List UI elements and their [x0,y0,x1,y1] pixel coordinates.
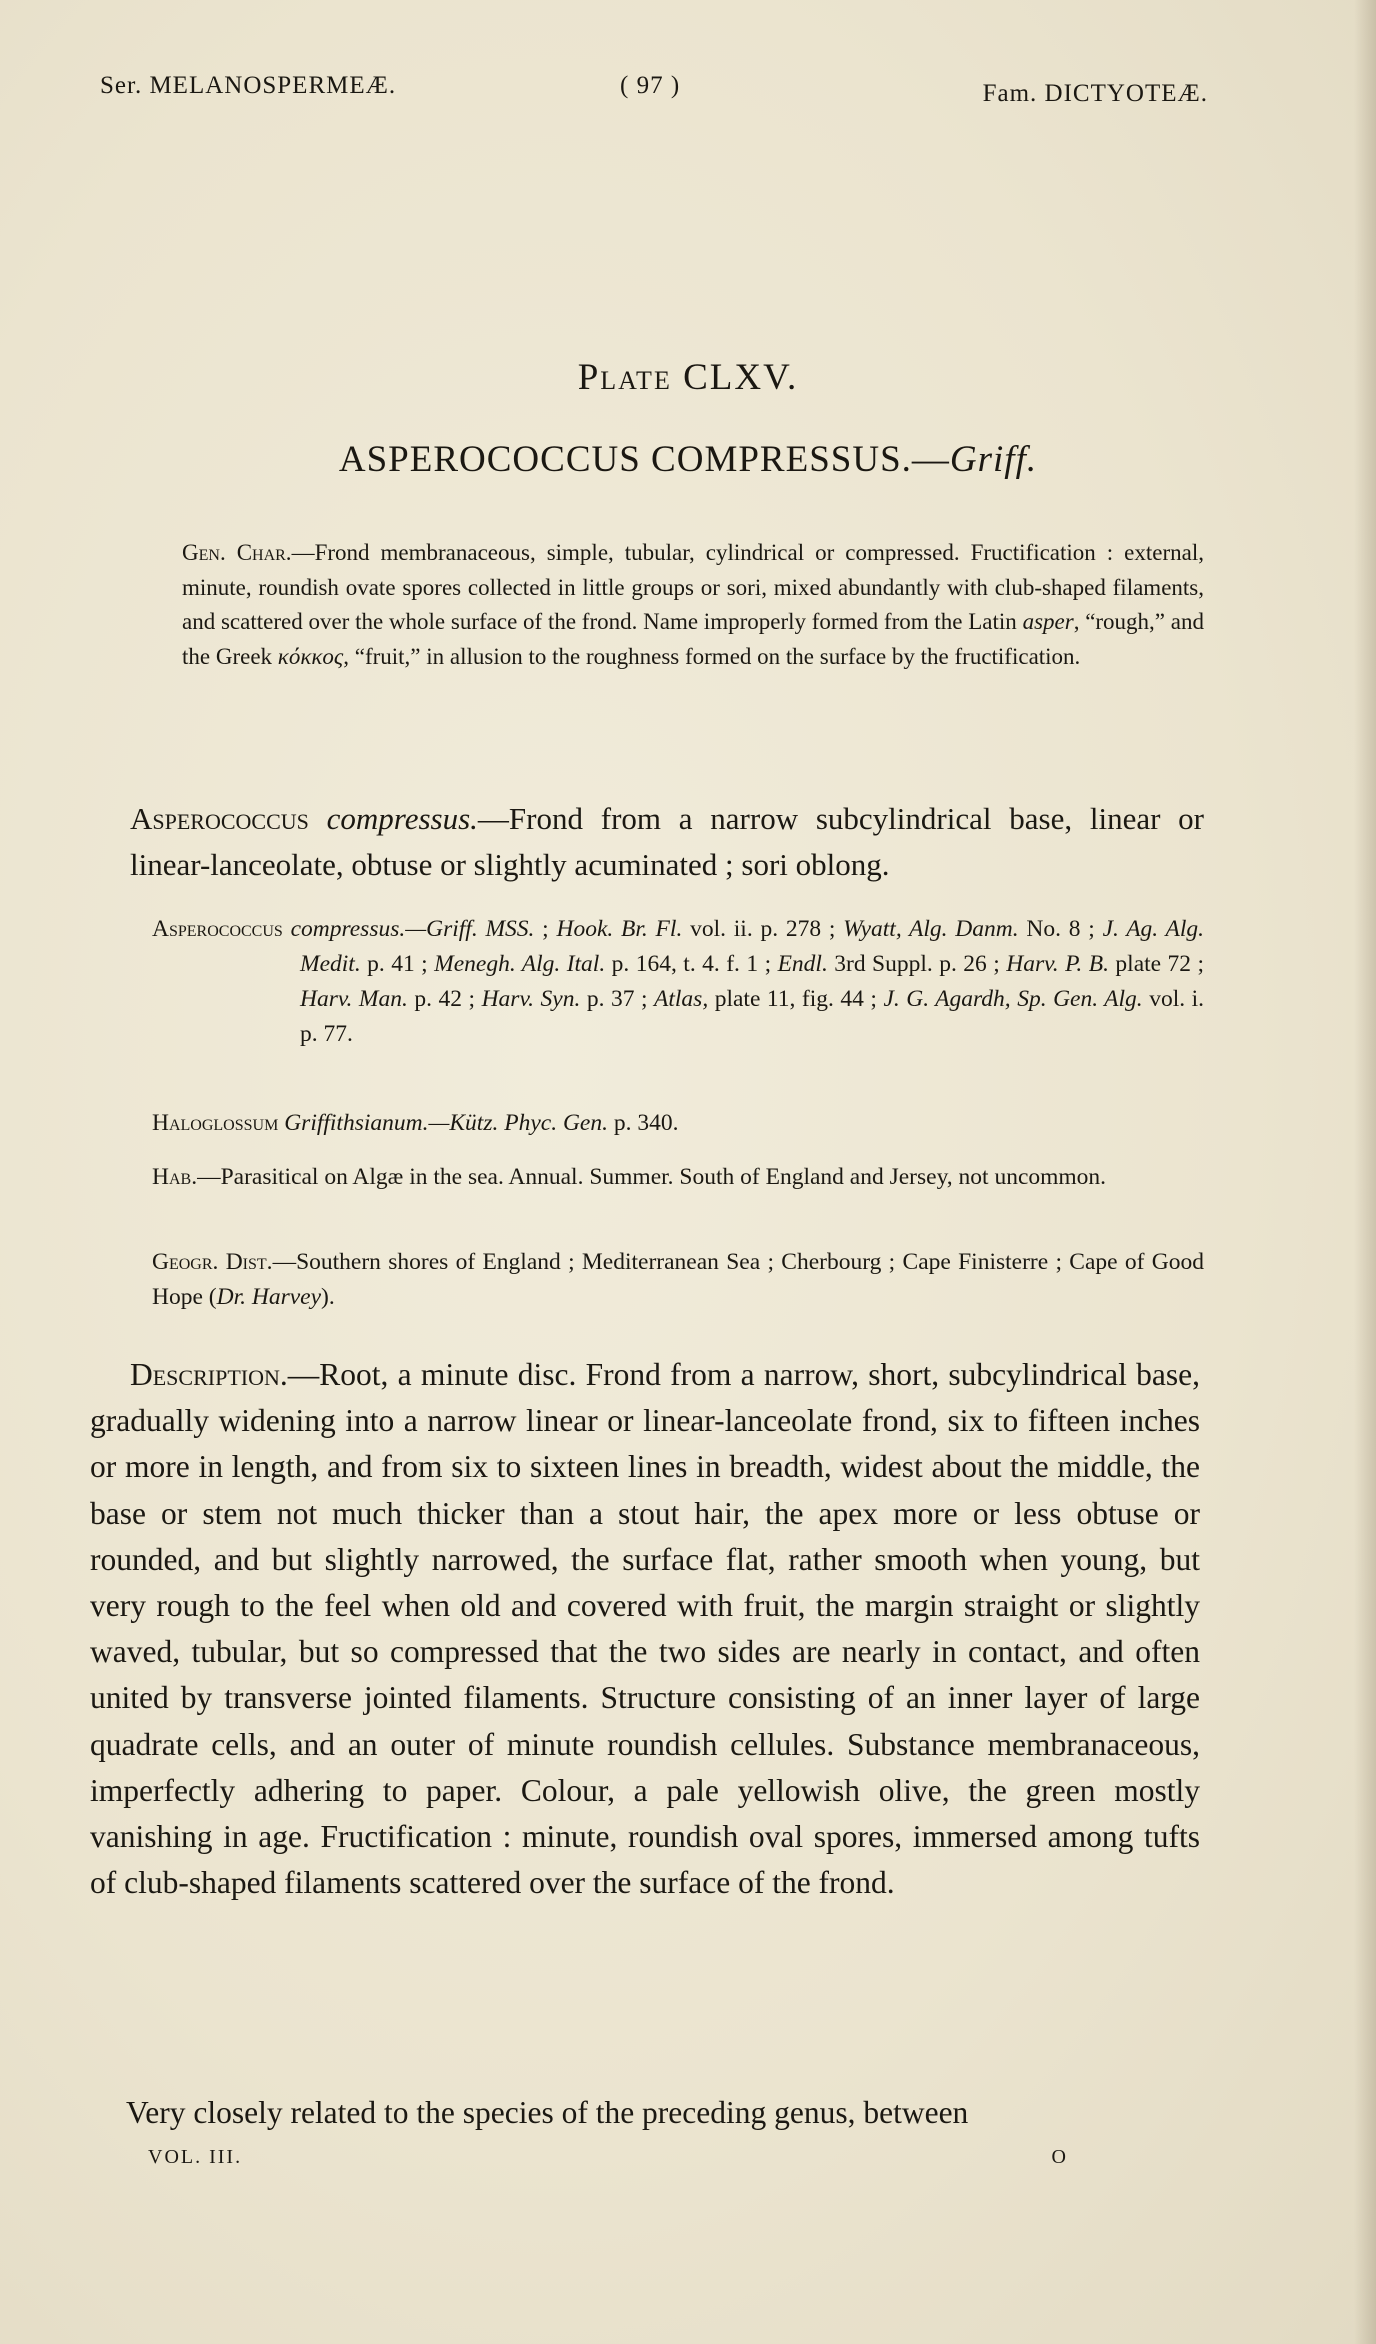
synonymy-haloglossum: Haloglossum Griffithsianum.—Kütz. Phyc. Gen. p. 340. [152,1110,679,1136]
synonym-reference-segment: ; [534,916,557,942]
synonym-genus: Asperococcus [152,916,283,942]
synonym-reference-segment: 3rd Suppl. p. 26 ; [827,951,1007,977]
synonym-reference-segment: Harv. Syn. [481,986,581,1012]
species-title [0,438,1376,481]
description-label: Description. [130,1357,288,1392]
species-diagnosis: Asperococcus compressus.—Frond from a narrow subcylindrical base, linear or linear-lanceolate, obtuse or slightly acuminated ; sori oblong. [130,801,1204,882]
synonym-reference-segment: J. G. Agardh, Sp. Gen. Alg. [883,986,1143,1012]
synonymy-asperococcus [152,912,1204,1052]
synonym-reference-segment: Hook. Br. Fl. [556,916,683,942]
generic-character: Gen. Char.—Frond membranaceous, simple, tubular, cylindrical or compressed. Fructification : external, minute, roundish ovate spores collected in little groups or sori, mixed abundantly with club-shaped filaments, and scattered over the whole surface of the frond. Name improperly formed from the Latin asper, “rough,” and the Greek κόκκος, “fruit,” in allusion to the roughness formed on the surface by the fructification. [182,540,1204,669]
page-number: ( 97 ) [620,72,681,99]
synonym-reference-segment: J. Ag. Alg. Medit. [300,916,1205,977]
geogr-label: Geogr. Dist. [152,1249,273,1275]
plate-title: Plate CLXV. [577,357,799,398]
synonym-reference-segment: compressus.—Griff. MSS. [290,916,535,942]
closing-paragraph: Very closely related to the species of the preceding genus, between [126,2095,969,2130]
synonym-reference-segment: No. 8 ; [1018,916,1103,942]
synonym-reference-segment: Wyatt, Alg. Danm. [843,916,1019,942]
habitat: Hab.—Parasitical on Algæ in the sea. Annual. Summer. South of England and Jersey, not uncommon. [152,1164,1107,1190]
synonym-reference-segment: p. 41 ; [360,951,435,977]
synonym-reference-segment: vol. ii. p. 278 ; [682,916,844,942]
synonym-reference-segment: Harv. Man. [300,986,408,1012]
page-edge-shadow [1354,0,1376,2344]
synonym-reference-segment: vol. i. p. 77. [300,986,1205,1047]
diagnosis-species: compressus. [326,801,478,836]
running-head-series: Ser. MELANOSPERMEÆ. [100,72,397,99]
page-footer [148,2146,1068,2176]
signature-mark: O [1051,2146,1068,2168]
species-name: ASPEROCOCCUS COMPRESSUS.— [338,439,950,480]
synonym-reference-segment: Atlas, [654,986,709,1012]
habitat-label: Hab. [152,1164,198,1190]
synonym-reference-segment: Harv. P. B. [1006,951,1109,977]
gen-char-label: Gen. Char. [182,540,292,565]
running-head [100,72,1208,112]
geographical-distribution: Geogr. Dist.—Southern shores of England ; Mediterranean Sea ; Cherbourg ; Cape Finisterre ; Cape of Good Hope (Dr. Harvey). [152,1249,1205,1310]
synonym-reference-segment: Endl. [777,951,828,977]
synonym-reference-segment: p. 37 ; [580,986,655,1012]
volume-label: VOL. III. [148,2146,243,2168]
synonym-reference-segment: plate 11, fig. 44 ; [708,986,884,1012]
running-head-family: Fam. DICTYOTEÆ. [982,80,1208,107]
description: Description.—Root, a minute disc. Frond from a narrow, short, subcylindrical base, gradually widening into a narrow linear or linear-lanceolate frond, six to fifteen inches or more in length, and from six to sixteen lines in breadth, widest about the middle, the base or stem not much thicker than a stout hair, the apex more or less obtuse or rounded, and but slightly narrowed, the surface flat, rather smooth when young, but very rough to the feel when old and covered with fruit, the margin straight or slightly waved, tubular, but so compressed that the two sides are nearly in contact, and often united by transverse jointed filaments. Structure consisting of an inner layer of large quadrate cells, and an outer of minute roundish cellules. Substance membranaceous, imperfectly adhering to paper. Colour, a pale yellowish olive, the green mostly vanishing in age. Fructification : minute, roundish oval spores, immersed among tufts of club-shaped filaments scattered over the surface of the frond. [90,1357,1200,1901]
synonym-reference-segment: p. 164, t. 4. f. 1 ; [605,951,778,977]
synonym-reference-segment: plate 72 ; [1108,951,1205,977]
synonym-reference-segment [283,916,291,942]
synonym-reference-segment: p. 42 ; [407,986,482,1012]
synonym-genus: Haloglossum [152,1110,279,1136]
species-authority: Griff. [949,439,1038,480]
diagnosis-genus: Asperococcus [130,801,309,836]
synonym-reference-segment: Menegh. Alg. Ital. [434,951,606,977]
